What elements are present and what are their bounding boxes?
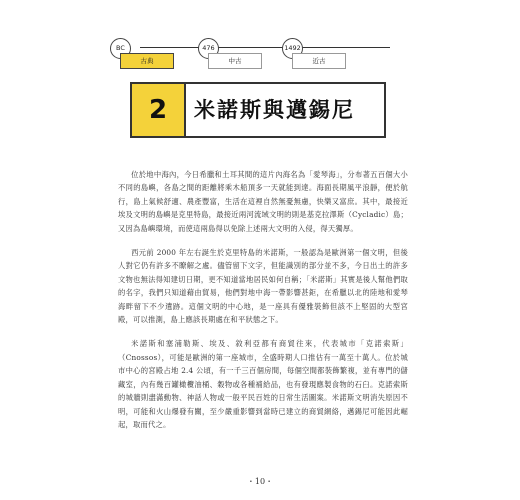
chapter-title-box	[130, 82, 386, 138]
timeline-year-1492: 1492	[282, 38, 303, 59]
timeline-year-bc: BC	[110, 38, 131, 59]
body-text	[118, 168, 408, 442]
paragraph: 米諾斯和塞浦勒斯、埃及、敘利亞都有商貿往來，代表城市「克諾索斯」（Cnossos），可能是歐洲的第一座城市，全盛時期人口推估有一萬至十萬人。位於城市中心的宮殿占地 2.4 公頃，有一千三百個房間，每個空間都裝飾繁複，並有專門的儲藏室，內有幾百罐橄欖油桶、穀物或各種補給品，也有發現應製食物的石臼。克諾索斯的城牆則盡滿動物、神話人物或一般平民百姓的日常生活圖案。米諾斯文明消失原因不明，可能和火山爆發有關，至少嚴重影響到當時已建立的商貿網絡，邁錫尼可能因此崛起，取而代之。	[118, 339, 408, 429]
chapter-title: 米諾斯與邁錫尼	[194, 98, 355, 122]
era-timeline	[106, 36, 406, 72]
chapter-number: 2	[130, 82, 186, 138]
page-number: ・10・	[246, 477, 274, 486]
timeline-era-early-modern: 近古	[292, 53, 346, 69]
timeline-line	[140, 47, 390, 48]
timeline-era-medieval: 中古	[208, 53, 262, 69]
paragraph: 西元前 2000 年左右誕生於克里特島的米諾斯，一般認為是歐洲第一個文明，但後人對它仍有許多不瞭解之處。儘管留下文字，但能識別的部分並不多，今日出土的許多文物也無法得知建切日期，更不知道當地居民如何自稱；「米諾斯」其實是後人幫他們取的名字，我們只知道藉由貿易，他們對地中海一帶影響甚鉅，在希臘以北的陸地和愛琴海畔留下不少遺跡。這個文明的中心地，是一座具有優雅裝飾但該不上堅固的大型宮殿，可以推測，島上應該長期處在和平狀態之下。	[118, 248, 408, 325]
timeline-year-476: 476	[198, 38, 219, 59]
paragraph: 位於地中海內，今日希臘和土耳其間的這片內海名為「愛琴海」，分布著五百個大小不同的島嶼，各島之間的距離將乘木船頂多一天就能到達。海面長期風平浪靜，便於航行，島上氣候舒適、農產豐富，生活在這裡自然無憂無慮，快樂又富庶。其中，最接近埃及文明的島嶼是克里特島，最接近兩河流域文明的則是基克拉澤斯（Cycladic）島；又因為島嶼環境，而使這兩島得以免除上述兩大文明的入侵，得天獨厚。	[118, 170, 408, 233]
timeline-era-classical: 古典	[120, 53, 174, 69]
